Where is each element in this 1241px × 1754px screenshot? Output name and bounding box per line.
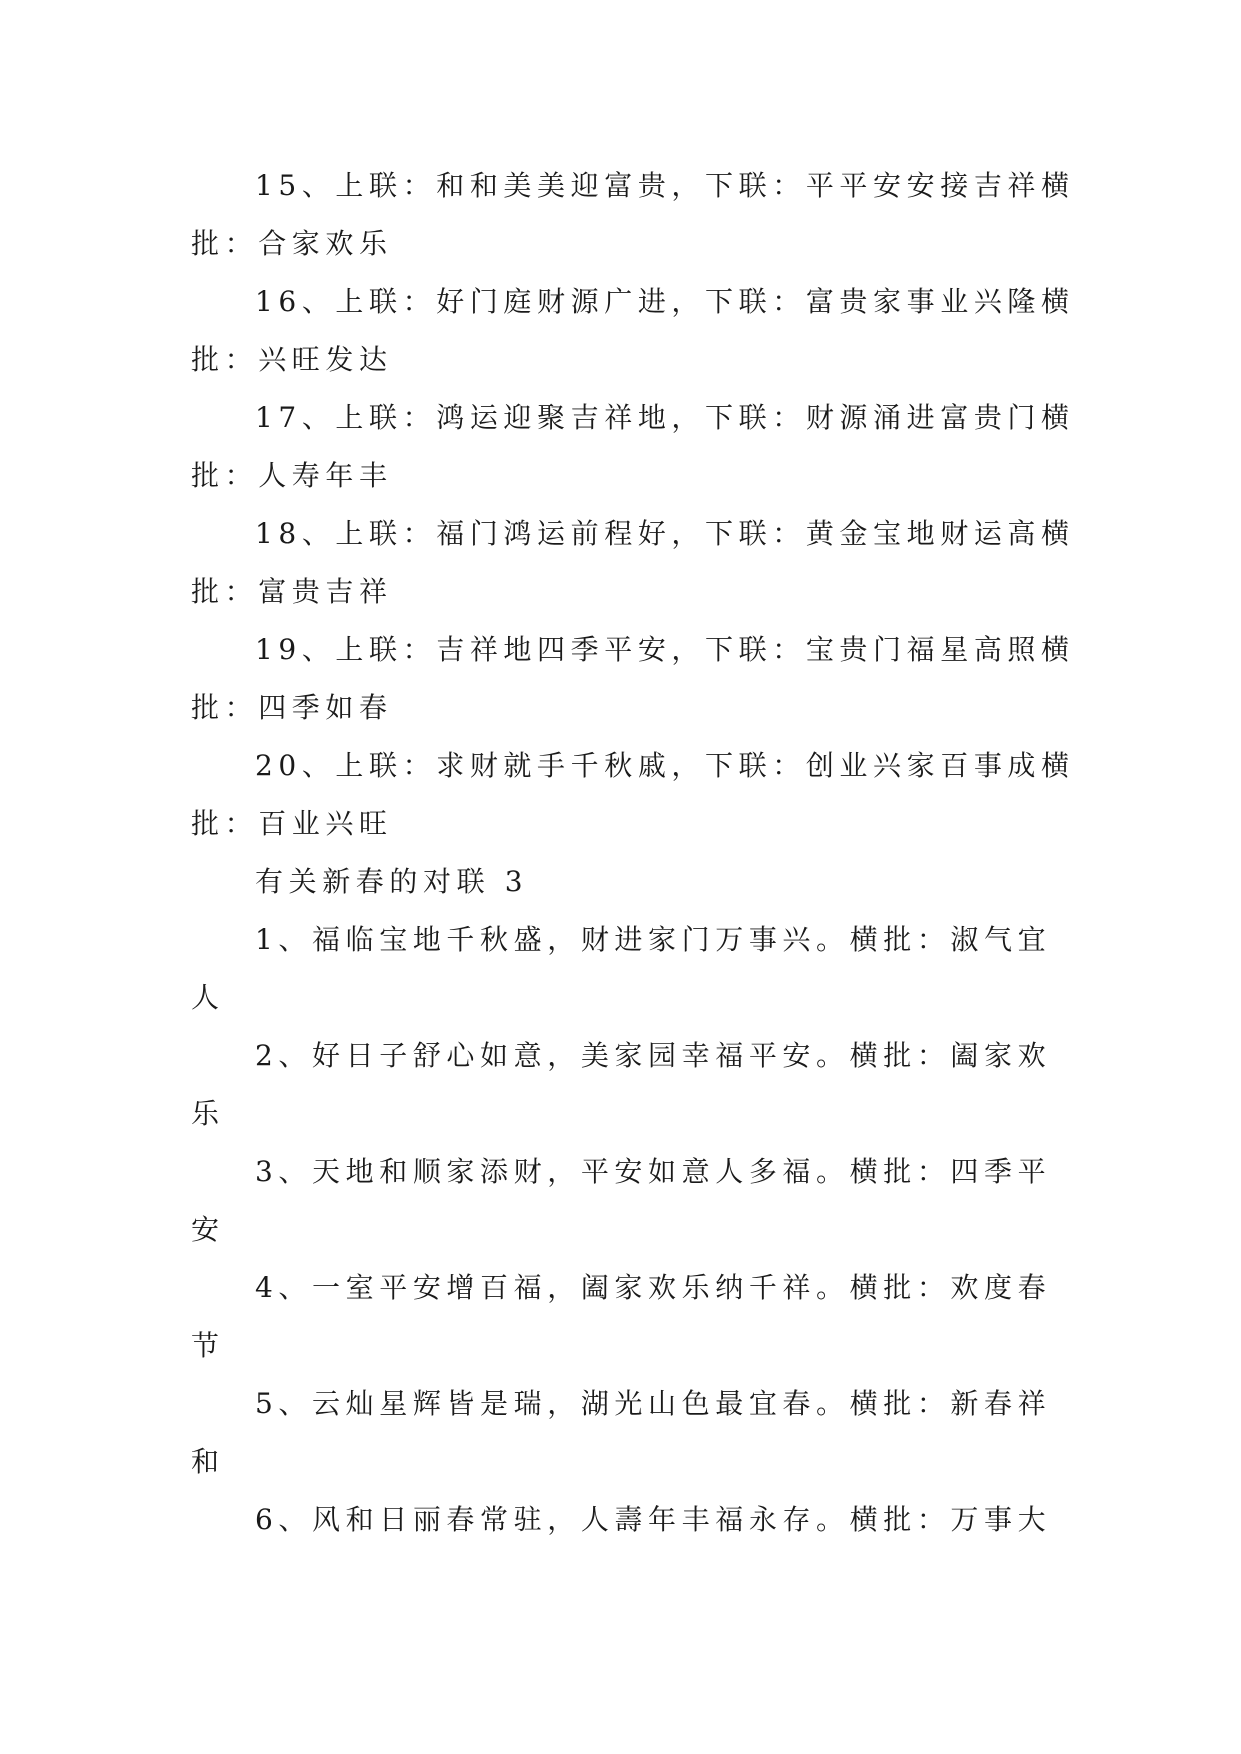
paragraph-line: 批：四季如春 — [191, 691, 393, 724]
paragraph-line: 16、上联：好门庭财源广进，下联：富贵家事业兴隆横 — [255, 285, 1075, 318]
paragraph-line: 人 — [191, 981, 225, 1014]
paragraph-line: 17、上联：鸿运迎聚吉祥地，下联：财源涌进富贵门横 — [255, 401, 1075, 434]
paragraph-line: 20、上联：求财就手千秋戚，下联：创业兴家百事成横 — [255, 749, 1075, 782]
paragraph-line: 批：兴旺发达 — [191, 343, 393, 376]
paragraph-line: 19、上联：吉祥地四季平安，下联：宝贵门福星高照横 — [255, 633, 1075, 666]
paragraph-line: 批：合家欢乐 — [191, 227, 393, 260]
paragraph-line: 5、云灿星辉皆是瑞，湖光山色最宜春。横批：新春祥 — [255, 1387, 1052, 1420]
paragraph-line: 批：人寿年丰 — [191, 459, 393, 492]
paragraph-line: 6、风和日丽春常驻，人壽年丰福永存。横批：万事大 — [255, 1503, 1052, 1536]
paragraph-line: 乐 — [191, 1097, 225, 1130]
paragraph-line: 批：百业兴旺 — [191, 807, 393, 840]
paragraph-line: 1、福临宝地千秋盛，财进家门万事兴。横批：淑气宜 — [255, 923, 1052, 956]
document-body — [191, 157, 1075, 1549]
paragraph-line: 3、天地和顺家添财，平安如意人多福。横批：四季平 — [255, 1155, 1052, 1188]
section-heading: 有关新春的对联 3 — [255, 865, 529, 898]
paragraph-line: 15、上联：和和美美迎富贵，下联：平平安安接吉祥横 — [255, 169, 1075, 202]
paragraph-line: 18、上联：福门鸿运前程好，下联：黄金宝地财运高横 — [255, 517, 1075, 550]
paragraph-line: 4、一室平安增百福，阖家欢乐纳千祥。横批：欢度春 — [255, 1271, 1052, 1304]
paragraph-line: 批：富贵吉祥 — [191, 575, 393, 608]
paragraph-line: 安 — [191, 1213, 225, 1246]
paragraph-line: 2、好日子舒心如意，美家园幸福平安。横批：阖家欢 — [255, 1039, 1052, 1072]
paragraph-line: 节 — [191, 1329, 225, 1362]
paragraph-line: 和 — [191, 1445, 225, 1478]
